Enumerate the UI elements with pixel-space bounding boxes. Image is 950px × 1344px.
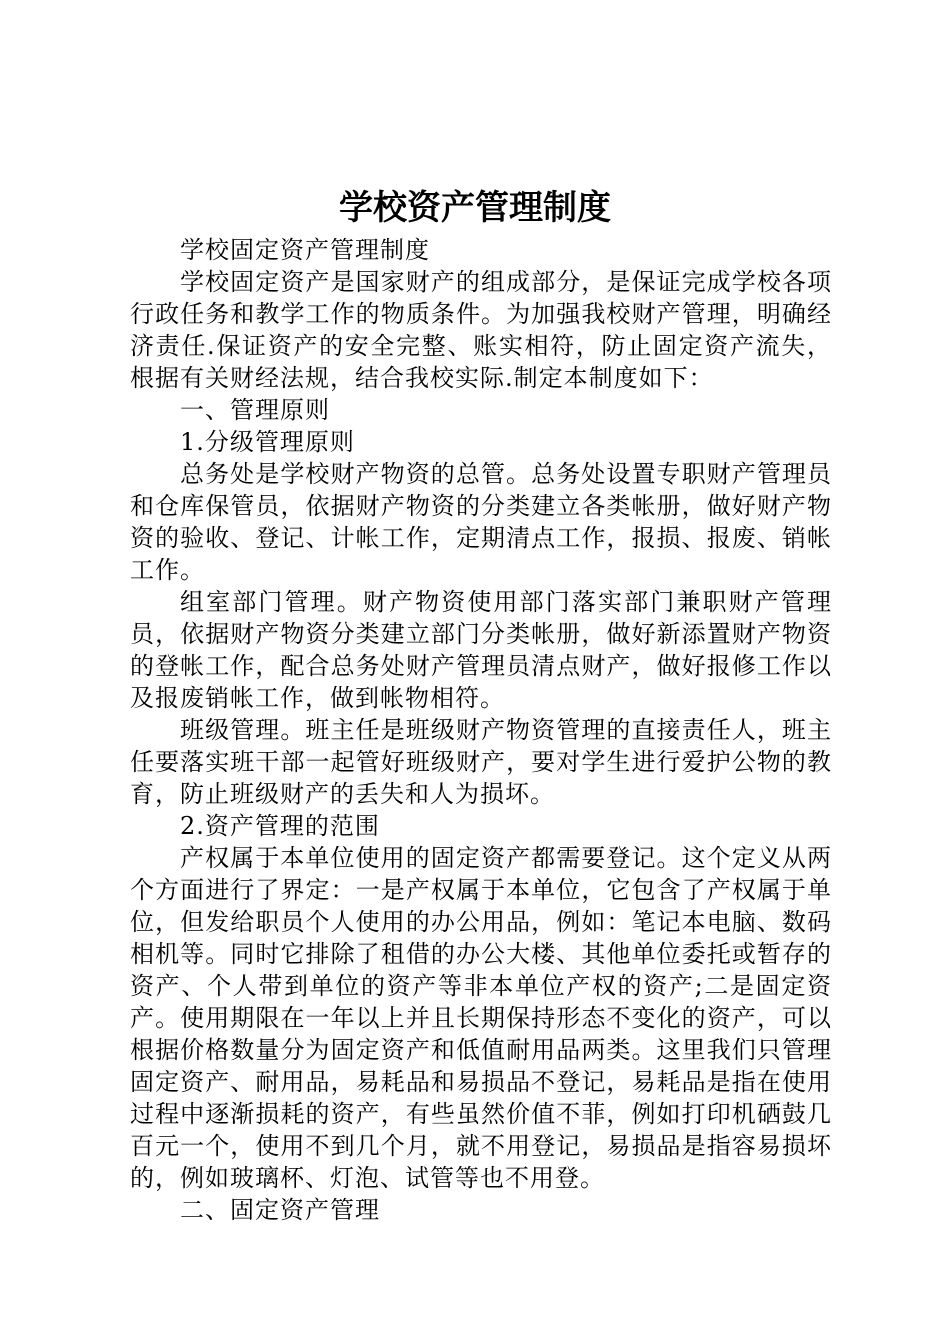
document-title: 学校资产管理制度 <box>339 188 611 228</box>
subsection-heading-tiered: 1.分级管理原则 <box>180 428 355 456</box>
paragraph-intro: 学校固定资产是国家财产的组成部分，是保证完成学校各项行政任务和教学工作的物质条件。为加强我校财产管理，明确经济责任.保证资产的安全完整、账实相符，防止固定资产流失，根据有关财经法规，结合我校实际.制定本制度如下： <box>130 268 832 392</box>
paragraph-subtitle: 学校固定资产管理制度 <box>180 236 430 264</box>
section-heading-principles: 一、管理原则 <box>180 396 330 424</box>
subsection-heading-scope: 2.资产管理的范围 <box>180 812 380 840</box>
section-heading-fixed-assets: 二、固定资产管理 <box>180 1196 380 1224</box>
document-body <box>130 234 832 1226</box>
paragraph-general-affairs: 总务处是学校财产物资的总管。总务处设置专职财产管理员和仓库保管员，依据财产物资的分类建立各类帐册，做好财产物资的验收、登记、计帐工作，定期清点工作，报损、报废、销帐工作。 <box>130 460 832 584</box>
paragraph-scope: 产权属于本单位使用的固定资产都需要登记。这个定义从两个方面进行了界定：一是产权属于本单位，它包含了产权属于单位，但发给职员个人使用的办公用品，例如：笔记本电脑、数码相机等。同时它排除了租借的办公大楼、其他单位委托或暂存的资产、个人带到单位的资产等非本单位产权的资产;二是固定资产。使用期限在一年以上并且长期保持形态不变化的资产，可以根据价格数量分为固定资产和低值耐用品两类。这里我们只管理固定资产、耐用品，易耗品和易损品不登记，易耗品是指在使用过程中逐渐损耗的资产，有些虽然价值不菲，例如打印机硒鼓几百元一个，使用不到几个月，就不用登记，易损品是指容易损坏的，例如玻璃杯、灯泡、试管等也不用登。 <box>130 844 832 1192</box>
paragraph-class: 班级管理。班主任是班级财产物资管理的直接责任人，班主任要落实班干部一起管好班级财产，要对学生进行爱护公物的教育，防止班级财产的丢失和人为损坏。 <box>130 716 832 808</box>
paragraph-department: 组室部门管理。财产物资使用部门落实部门兼职财产管理员，依据财产物资分类建立部门分类帐册，做好新添置财产物资的登帐工作，配合总务处财产管理员清点财产，做好报修工作以及报废销帐工作，做到帐物相符。 <box>130 588 832 712</box>
